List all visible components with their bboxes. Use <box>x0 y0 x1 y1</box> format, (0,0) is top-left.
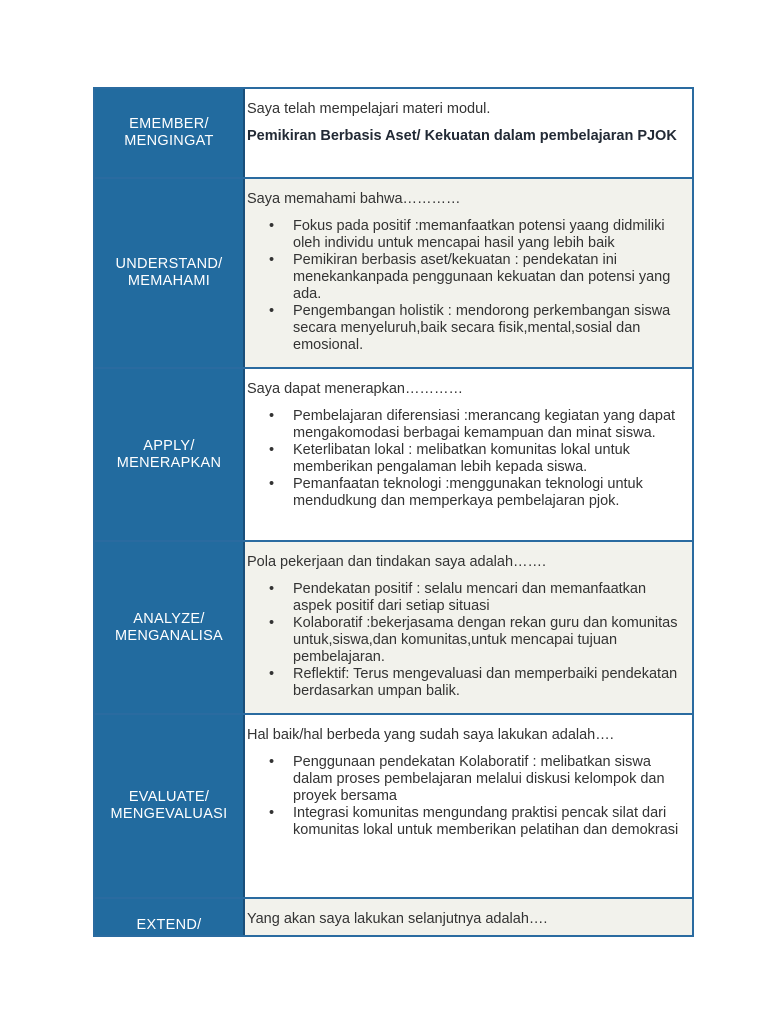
row-content-apply <box>245 369 692 540</box>
list-item: • Pembelajaran diferensiasi :merancang kegiatan yang dapat mengakomodasi berbagai kemampuan dan minat siswa. <box>247 408 688 442</box>
row-content-remember <box>245 89 692 177</box>
row-content-understand <box>245 179 692 367</box>
row-label-line: MEMAHAMI <box>127 273 211 289</box>
bullet-list <box>247 581 688 700</box>
table-row-apply <box>95 369 692 542</box>
row-label-line: ANALYZE/ <box>133 610 205 627</box>
list-item: • Penggunaan pendekatan Kolaboratif : melibatkan siswa dalam proses pembelajaran melalui diskusi kelompok dan proyek bersama <box>247 754 688 805</box>
row-intro-text: Saya memahami bahwa………… <box>247 191 461 207</box>
row-intro-text: Yang akan saya lakukan selanjutnya adalah…. <box>247 911 548 927</box>
row-label-line: MENGEVALUASI <box>110 806 228 822</box>
row-content-extend <box>245 899 692 937</box>
row-label-line: APPLY/ <box>143 437 195 454</box>
table-row-evaluate <box>95 715 692 899</box>
row-intro-text: Saya telah mempelajari materi modul. <box>247 101 491 117</box>
row-label-understand <box>95 179 245 367</box>
row-label-line: MENGINGAT <box>124 133 214 149</box>
list-item: • Integrasi komunitas mengundang praktisi pencak silat dari komunitas lokal untuk memberikan pelatihan dan demokrasi <box>247 805 688 839</box>
list-item: • Reflektif: Terus mengevaluasi dan memperbaiki pendekatan berdasarkan umpan balik. <box>247 666 688 700</box>
row-label-extend <box>95 899 245 937</box>
reflection-table <box>93 87 694 937</box>
row-label-remember <box>95 89 245 177</box>
row-label-analyze <box>95 542 245 713</box>
row-label-line: EVALUATE/ <box>128 789 210 805</box>
list-item: • Pendekatan positif : selalu mencari dan memanfaatkan aspek positif dari setiap situasi <box>247 581 688 615</box>
row-label-evaluate <box>95 715 245 897</box>
row-label-apply <box>95 369 245 540</box>
row-label-line: UNDERSTAND/ <box>115 256 223 272</box>
row-intro-text: Hal baik/hal berbeda yang sudah saya lakukan adalah…. <box>247 727 614 743</box>
table-row-remember <box>95 89 692 179</box>
table-row-extend <box>95 899 692 937</box>
row-label-line: MENERAPKAN <box>116 454 222 471</box>
list-item: • Pengembangan holistik : mendorong perkembangan siswa secara menyeluruh,baik secara fisik,mental,sosial dan emosional. <box>247 303 688 354</box>
table-row-understand <box>95 179 692 369</box>
row-label-line: EXTEND/ <box>136 917 202 933</box>
list-item: • Pemanfaatan teknologi :menggunakan teknologi untuk mendudkung dan memperkaya pembelajaran pjok. <box>247 476 688 510</box>
row-intro-text: Saya dapat menerapkan………… <box>247 381 463 397</box>
table-row-analyze <box>95 542 692 715</box>
list-item: • Kolaboratif :bekerjasama dengan rekan guru dan komunitas untuk,siswa,dan komunitas,untuk mencapai tujuan pembelajaran. <box>247 615 688 666</box>
bullet-list <box>247 218 688 354</box>
row-content-analyze <box>245 542 692 713</box>
list-item: • Keterlibatan lokal : melibatkan komunitas lokal untuk memberikan pengalaman lebih kepada siswa. <box>247 442 688 476</box>
module-title: Pemikiran Berbasis Aset/ Kekuatan dalam pembelajaran PJOK <box>247 128 677 144</box>
row-content-evaluate <box>245 715 692 897</box>
row-intro-text: Pola pekerjaan dan tindakan saya adalah……. <box>247 554 547 570</box>
bullet-list <box>247 408 688 510</box>
row-label-line: EMEMBER/ <box>129 116 209 132</box>
bullet-list <box>247 754 688 839</box>
list-item: • Fokus pada positif :memanfaatkan potensi yaang didmiliki oleh individu untuk mencapai hasil yang lebih baik <box>247 218 688 252</box>
list-item: • Pemikiran berbasis aset/kekuatan : pendekatan ini menekankanpada penggunaan kekuatan dan potensi yang ada. <box>247 252 688 303</box>
row-label-line: MENGANALISA <box>114 627 224 644</box>
